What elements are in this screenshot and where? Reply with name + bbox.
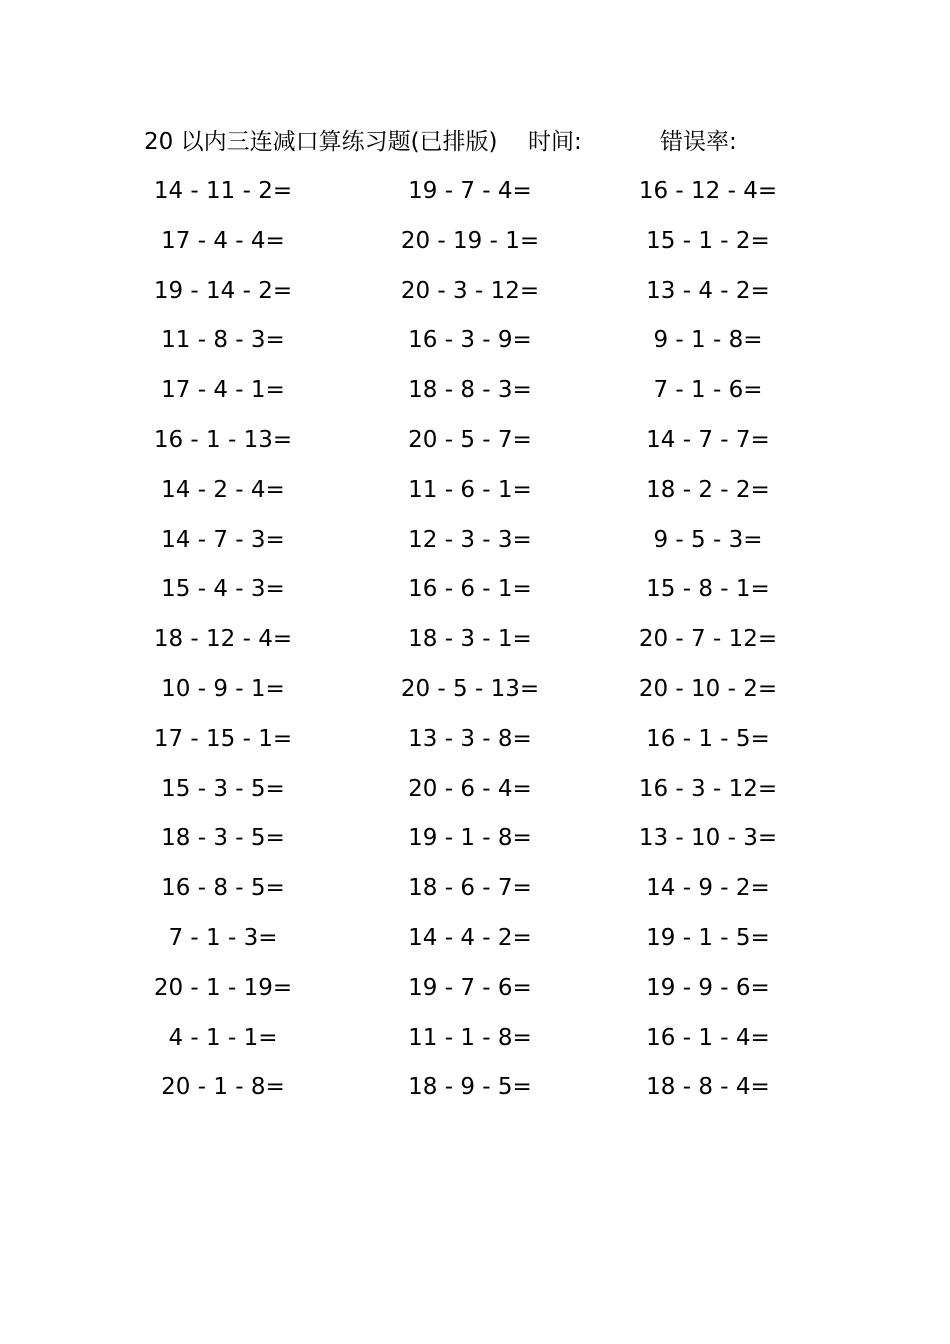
problem-item: 17 - 4 - 1= bbox=[161, 377, 285, 404]
worksheet-title: 20 以内三连减口算练习题(已排版) bbox=[144, 129, 498, 155]
problem-item: 15 - 3 - 5= bbox=[161, 775, 285, 802]
problem-item: 18 - 2 - 2= bbox=[646, 476, 770, 503]
problem-item: 9 - 5 - 3= bbox=[653, 526, 763, 553]
time-label: 时间: bbox=[528, 129, 582, 155]
problem-row bbox=[0, 1068, 950, 1118]
problem-row bbox=[0, 869, 950, 919]
problem-item: 14 - 9 - 2= bbox=[646, 875, 770, 902]
problem-row bbox=[0, 321, 950, 371]
problem-item: 16 - 8 - 5= bbox=[161, 875, 285, 902]
problem-row bbox=[0, 222, 950, 272]
problem-item: 13 - 10 - 3= bbox=[638, 825, 778, 852]
problem-item: 7 - 1 - 3= bbox=[168, 924, 278, 951]
problem-item: 20 - 1 - 8= bbox=[161, 1074, 285, 1101]
problem-item: 14 - 7 - 3= bbox=[161, 526, 285, 553]
problem-row bbox=[0, 421, 950, 471]
problem-item: 20 - 5 - 7= bbox=[408, 426, 532, 453]
problem-item: 15 - 8 - 1= bbox=[646, 576, 770, 603]
problem-item: 18 - 12 - 4= bbox=[153, 626, 293, 653]
problem-item: 16 - 3 - 9= bbox=[408, 327, 532, 354]
problem-item: 20 - 10 - 2= bbox=[638, 675, 778, 702]
problem-item: 14 - 4 - 2= bbox=[408, 924, 532, 951]
problem-row bbox=[0, 919, 950, 969]
problem-row bbox=[0, 172, 950, 222]
problem-item: 17 - 15 - 1= bbox=[153, 725, 293, 752]
problem-item: 11 - 6 - 1= bbox=[408, 476, 532, 503]
problem-item: 16 - 3 - 12= bbox=[638, 775, 778, 802]
problem-item: 14 - 7 - 7= bbox=[646, 426, 770, 453]
problem-item: 16 - 1 - 5= bbox=[646, 725, 770, 752]
problem-row bbox=[0, 819, 950, 869]
problem-item: 20 - 7 - 12= bbox=[638, 626, 778, 653]
problem-item: 19 - 7 - 4= bbox=[408, 178, 532, 204]
problem-item: 13 - 3 - 8= bbox=[408, 725, 532, 752]
problem-item: 18 - 8 - 3= bbox=[408, 377, 532, 404]
problem-row bbox=[0, 471, 950, 521]
problem-item: 20 - 1 - 19= bbox=[153, 974, 293, 1001]
problem-item: 18 - 8 - 4= bbox=[646, 1074, 770, 1101]
problem-item: 7 - 1 - 6= bbox=[653, 377, 763, 404]
problem-item: 16 - 6 - 1= bbox=[408, 576, 532, 603]
problem-row bbox=[0, 1019, 950, 1069]
problem-item: 11 - 1 - 8= bbox=[408, 1024, 532, 1051]
problem-row bbox=[0, 720, 950, 770]
problem-item: 20 - 3 - 12= bbox=[400, 277, 540, 304]
problem-item: 18 - 3 - 5= bbox=[161, 825, 285, 852]
problem-item: 19 - 14 - 2= bbox=[153, 277, 293, 304]
problem-item: 20 - 5 - 13= bbox=[400, 675, 540, 702]
problem-item: 14 - 2 - 4= bbox=[161, 476, 285, 503]
problem-item: 18 - 9 - 5= bbox=[408, 1074, 532, 1101]
problem-item: 4 - 1 - 1= bbox=[168, 1024, 278, 1051]
problem-item: 19 - 7 - 6= bbox=[408, 974, 532, 1001]
problem-row bbox=[0, 770, 950, 820]
problem-item: 15 - 4 - 3= bbox=[161, 576, 285, 603]
problem-item: 19 - 1 - 5= bbox=[646, 924, 770, 951]
problem-item: 17 - 4 - 4= bbox=[161, 227, 285, 254]
problem-item: 19 - 1 - 8= bbox=[408, 825, 532, 852]
problem-item: 11 - 8 - 3= bbox=[161, 327, 285, 354]
problem-item: 9 - 1 - 8= bbox=[653, 327, 763, 354]
problem-item: 10 - 9 - 1= bbox=[161, 675, 285, 702]
problem-item: 18 - 6 - 7= bbox=[408, 875, 532, 902]
problem-item: 16 - 1 - 13= bbox=[153, 426, 293, 453]
problem-item: 14 - 11 - 2= bbox=[153, 178, 293, 204]
problem-item: 15 - 1 - 2= bbox=[646, 227, 770, 254]
problem-row bbox=[0, 969, 950, 1019]
error-rate-label: 错误率: bbox=[660, 129, 737, 155]
problem-row bbox=[0, 371, 950, 421]
problem-row bbox=[0, 521, 950, 571]
problem-item: 20 - 19 - 1= bbox=[400, 227, 540, 254]
problem-row bbox=[0, 670, 950, 720]
problem-item: 18 - 3 - 1= bbox=[408, 626, 532, 653]
problem-item: 19 - 9 - 6= bbox=[646, 974, 770, 1001]
problem-item: 20 - 6 - 4= bbox=[408, 775, 532, 802]
problem-row bbox=[0, 272, 950, 322]
problem-item: 16 - 12 - 4= bbox=[638, 178, 778, 204]
problem-item: 13 - 4 - 2= bbox=[646, 277, 770, 304]
worksheet-header bbox=[0, 124, 950, 160]
problem-grid bbox=[0, 172, 950, 1118]
problem-item: 16 - 1 - 4= bbox=[646, 1024, 770, 1051]
problem-row bbox=[0, 570, 950, 620]
problem-item: 12 - 3 - 3= bbox=[408, 526, 532, 553]
problem-row bbox=[0, 620, 950, 670]
